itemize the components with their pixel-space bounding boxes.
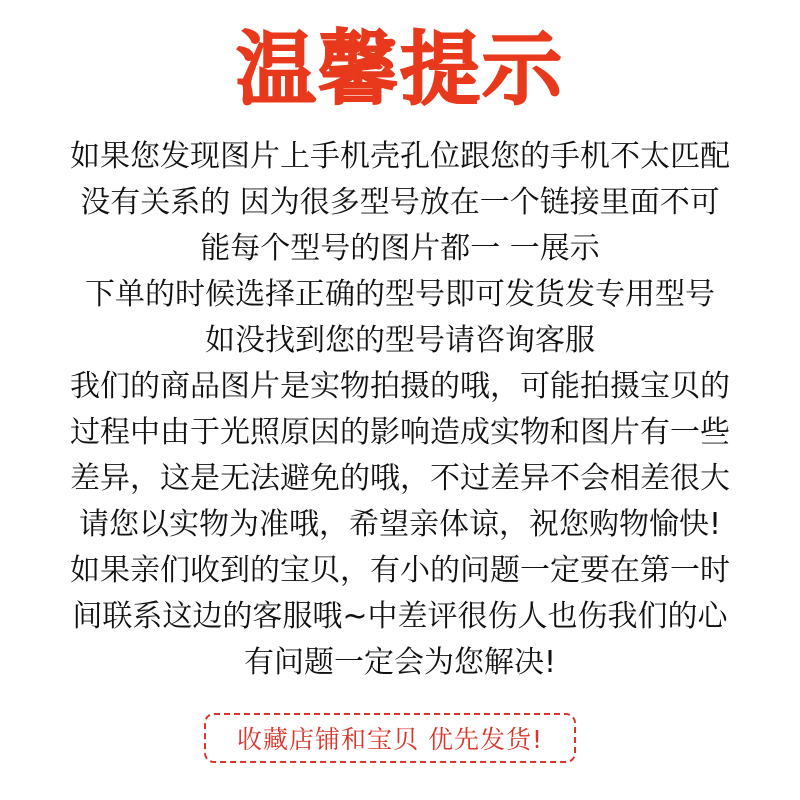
notice-line: 过程中由于光照原因的影响造成实物和图片有一些	[70, 415, 730, 450]
notice-line: 没有关系的 因为很多型号放在一个链接里面不可	[80, 185, 720, 220]
footer-banner	[204, 713, 576, 763]
page-title: 温馨提示	[236, 23, 564, 116]
notice-line: 下单的时候选择正确的型号即可发货发专用型号	[85, 277, 715, 312]
notice-line: 如果您发现图片上手机壳孔位跟您的手机不太匹配	[70, 139, 730, 174]
notice-line: 如果亲们收到的宝贝，有小的问题一定要在第一时	[70, 553, 730, 588]
notice-line: 我们的商品图片是实物拍摄的哦，可能拍摄宝贝的	[70, 369, 730, 404]
notice-line: 间联系这边的客服哦~中差评很伤人也伤我们的心	[72, 599, 728, 634]
notice-line: 能每个型号的图片都一 一展示	[200, 231, 600, 266]
notice-body	[0, 134, 800, 686]
notice-line: 差异，这是无法避免的哦，不过差异不会相差很大	[70, 461, 730, 496]
footer-text: 收藏店铺和宝贝 优先发货!	[237, 725, 543, 754]
notice-line: 有问题一定会为您解决!	[243, 645, 557, 680]
notice-line: 如没找到您的型号请咨询客服	[205, 323, 595, 358]
notice-line: 请您以实物为准哦，希望亲体谅，祝您购物愉快!	[78, 507, 722, 542]
